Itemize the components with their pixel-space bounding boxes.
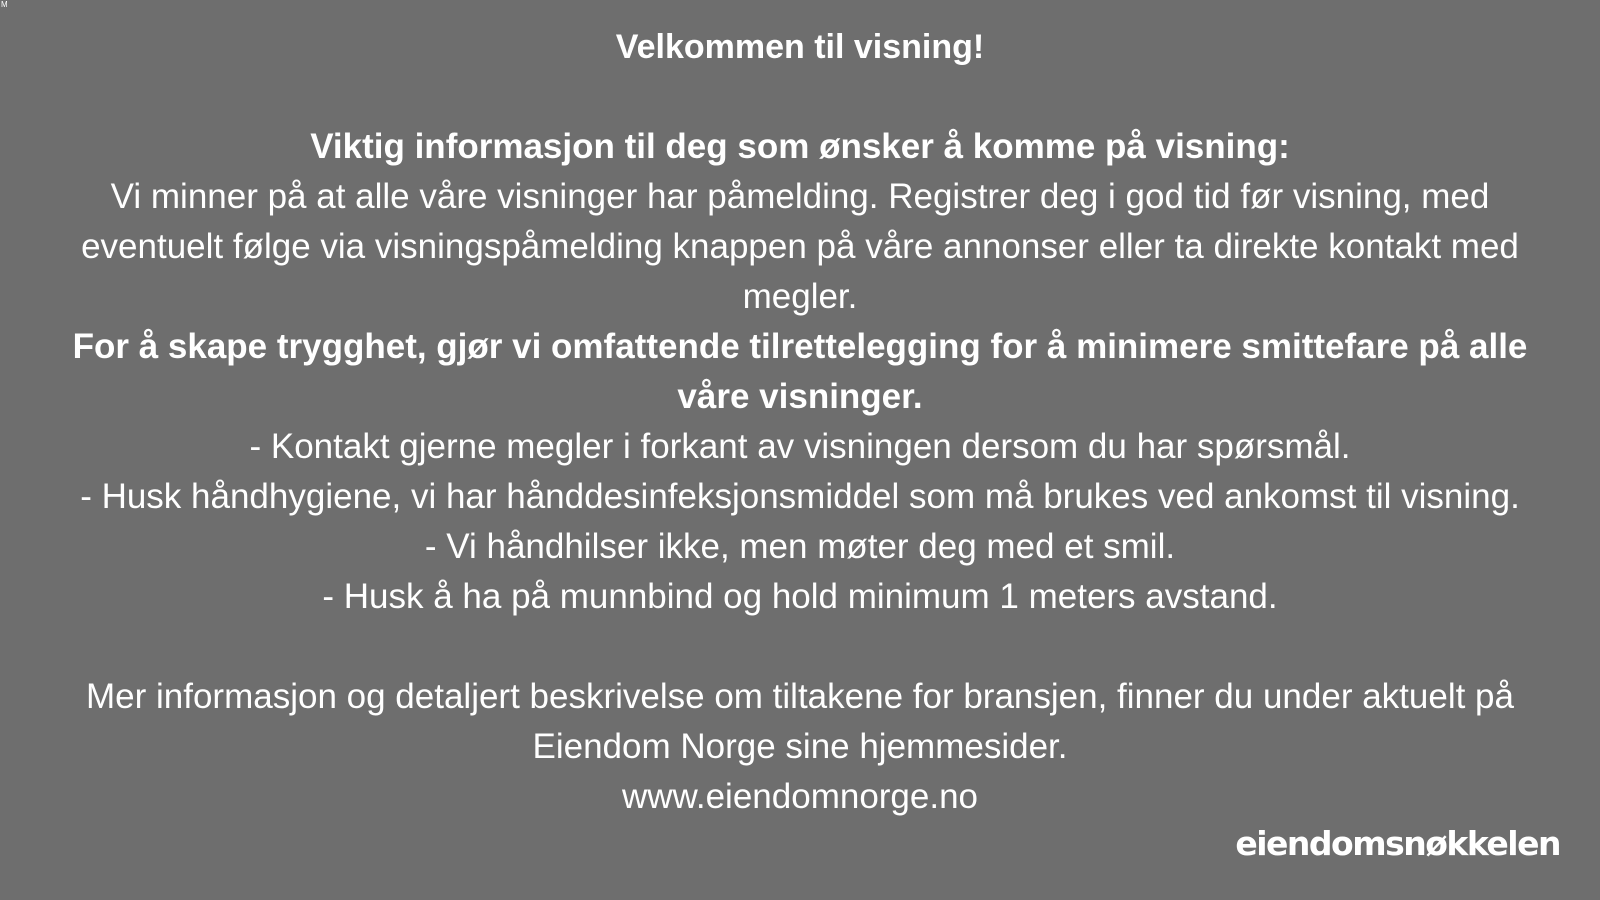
measure-contact: - Kontakt gjerne megler i forkant av visningen dersom du har spørsmål. (249, 427, 1351, 466)
website-link[interactable]: www.eiendomnorge.no (621, 777, 979, 816)
subtitle: Viktig informasjon til deg som ønsker å komme på visning: (310, 127, 1290, 166)
registration-paragraph: Vi minner på at alle våre visninger har påmelding. Registrer deg i god tid før visning, med eventuelt følge via visningspåmelding knappen på våre annonser eller ta direkte kontakt med megler. (81, 177, 1519, 316)
safety-heading: For å skape trygghet, gjør vi omfattende tilrettelegging for å minimere smittefare på alle våre visninger. (72, 327, 1528, 416)
measure-distance: - Husk å ha på munnbind og hold minimum 1 meters avstand. (322, 577, 1278, 616)
page-title: Velkommen til visning! (615, 28, 985, 66)
measure-hygiene: - Husk håndhygiene, vi har hånddesinfeksjonsmiddel som må brukes ved ankomst til visning. (80, 477, 1520, 516)
measure-greeting: - Vi håndhilser ikke, men møter deg med et smil. (424, 527, 1176, 566)
corner-mark: M (1, 0, 8, 9)
brand-logo: eiendomsnøkkelen (1235, 824, 1560, 863)
notice-content (40, 22, 1560, 822)
more-info-text: Mer informasjon og detaljert beskrivelse om tiltakene for bransjen, finner du under aktuelt på Eiendom Norge sine hjemmesider. (86, 677, 1514, 766)
spacer (40, 622, 1560, 672)
spacer (40, 72, 1560, 122)
